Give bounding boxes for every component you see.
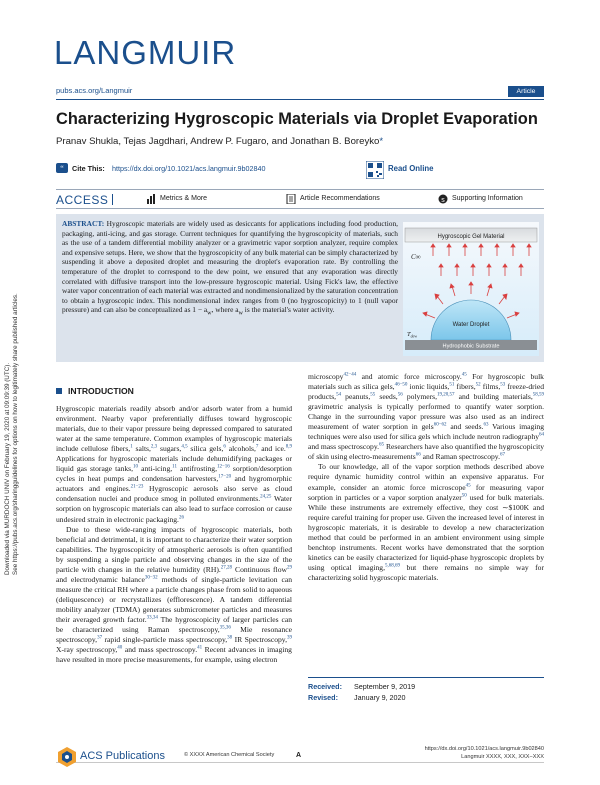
abstract-end: is the material's water activity.: [242, 305, 335, 315]
article-dates: [308, 682, 544, 704]
dates-divider: [308, 677, 544, 678]
header-divider: [56, 99, 544, 100]
cite-this-label: Cite This:: [72, 164, 105, 173]
right-column: [308, 372, 544, 583]
revised-date-row: [308, 693, 544, 704]
download-side-note: [4, 205, 38, 575]
footer-journal-citation: Langmuir XXXX, XXX, XXX−XXX: [461, 753, 544, 760]
author-list: [56, 136, 383, 147]
intro-paragraph-1: Hygroscopic materials readily absorb and/or adsorb water from a humid environment. Nearby vapor preferentially diffuses toward hygroscopic materials, due to their vapor pressure being depressed compared to saturated water at the same temperature. Common examples of hygroscopic materials include cellulose fibers,$^1$ salts,$^{2,3}$ sugars,$^{4,5}$ silica gels,$^6$ alcohols,$^7$ and ice.$^{8,9}$ Applications for hygroscopic materials include dehumidifying packages or liquid gas storage tanks,$^{10}$ anti-icing,$^{11}$ antifrosting,$^{12-16}$ sorption/desorption cycles in heat pumps and condensation harvesters,$^{17-20}$ and hygromorphic actuators and engines.$^{21-23}$ Hygroscopic aerosols also serve as cloud condensation nuclei and produce smog in polluted environments.$^{24,25}$ Water sorption on hygroscopic materials can also lead to surface corrosion or cause undesired strain in electronic packaging.$^{26}$: [56, 404, 293, 524]
abstract-body: Hygroscopic materials are widely used as desiccants for applications including food production, packaging, anti-icing, and gas storage. Current techniques for quantifying the hygroscopicity of materials, such as the use of a tandem differential mobility analyzer or a gravimetric vapor sorption analyzer, require complex and expensive setups. Here, we show that the hygroscopicity of any bulk material can be simply characterized by suspending it above a deposited droplet and measuring the droplet's evaporation rate. By controlling the temperature of the droplet to correspond to the dew point, we ensured that any evaporation was directly correlated with diffusive transport into the low-pressure hygroscopic material. Using Fick's law, the effective water vapor concentration of each material was extracted and nondimensionalized by the saturation concentration to obtain a hygroscopic index. This nondimensional index ranges from 0 (no hygroscopicity) to 1 (null vapor pressure) and can also be conceptualized as 1 − a: [62, 219, 398, 315]
metrics-more-link[interactable]: Metrics & More: [160, 195, 208, 202]
abstract-panel: [56, 214, 544, 362]
supporting-info-icon: [438, 194, 448, 204]
received-date: September 9, 2019: [354, 682, 416, 691]
supporting-information-link[interactable]: Supporting Information: [452, 195, 523, 202]
intro-paragraph-3: To our knowledge, all of the vapor sorption methods described above require dynamic humidity control within an expensive apparatus. For example, consider an atomic force microscope$^{45}$ for measuring vapor sorption in particles or a vapor sorption analyzer$^{50}$ used for bulk materials. While these instruments are extremely effective, they cost ∼$100K and require careful training for proper use. Given the increased level of interest in hygroscopic materials, it is desirable to develop a new characterization method that could be performed in an ambient environment using simple benchtop instruments. Recent works have demonstrated that the sorption kinetics can be easily characterized for liquid-phase hygroscopic droplets by using optical imaging,$^{5,68,69}$ but there remains no simple way for characterizing solid hygroscopic materials.: [308, 462, 544, 582]
document-icon: [286, 194, 296, 204]
received-date-row: [308, 682, 544, 693]
article-title: Characterizing Hygroscopic Materials via Droplet Evaporation: [56, 110, 538, 128]
access-label: ACCESS: [56, 193, 109, 207]
c-infinity-label: C∞: [411, 253, 421, 261]
received-label: Received:: [308, 682, 342, 691]
substrate-label: Hydrophobic Substrate: [442, 343, 500, 350]
intro-paragraph-2: Due to these wide-ranging impacts of hygroscopic materials, both beneficial and detrimental, it is important to characterize their water sorption capabilities. The hygroscopicity of atmospheric aerosols is often quantified by suspending a single particle and observing changes in the size of the particle with changes in the relative humidity (RH).$^{27,28}$ Continuous flow$^{29}$ and electrodynamic balance$^{30-32}$ methods of single-particle levitation can measure the critical RH where a particle changes phase from solid to aqueous (deliquescence) or recrystallizes (efflorescence). A tandem differential mobility analyzer (TDMA) generates submicrometer particles and measures their averaged growth factor.$^{33,34}$ The hygroscopicity of larger particles can be characterized using Raman spectroscopy,$^{35,36}$ Mie resonance spectroscopy,$^{37}$ rapid single-particle mass spectroscopy,$^{38}$ IR Spectroscopy,$^{39}$ X-ray spectroscopy,$^{40}$ and mass spectroscopy.$^{41}$ Recent advances in imaging have resulted in more precise measurements, for example, using electron: [56, 524, 292, 665]
read-online-link[interactable]: Read Online: [388, 164, 434, 173]
abstract-heading: ABSTRACT:: [62, 219, 105, 228]
author-names: Pranav Shukla, Tejas Jagdhari, Andrew P. Fugaro, and Jonathan B. Boreyko: [56, 136, 380, 147]
revised-label: Revised:: [308, 693, 338, 702]
citation-row: [56, 162, 544, 176]
droplet-label: Water Droplet: [452, 322, 490, 328]
access-bar: [56, 189, 544, 209]
download-note-line: Downloaded via MURDOCH UNIV on February 19, 2020 at 09:09:39 (UTC).: [4, 362, 11, 575]
corresponding-author-mark[interactable]: *: [379, 136, 384, 147]
page-number: A: [296, 752, 302, 759]
svg-text:“: “: [60, 164, 64, 173]
acs-hexagon-logo[interactable]: [56, 746, 78, 768]
footer-citation: [420, 746, 544, 761]
abstract-tail: , where a: [211, 305, 239, 315]
footer-doi-link[interactable]: https://dx.doi.org/10.1021/acs.langmuir.9b02840: [424, 746, 544, 752]
svg-text:s: s: [441, 197, 445, 204]
journal-logo[interactable]: LANGMUIR: [54, 34, 237, 71]
access-divider: [112, 194, 113, 205]
intro-paragraph-2-cont: microscopy$^{42-44}$ and atomic force microscopy.$^{45}$ For hygroscopic bulk materials such as silica gels,$^{46-50}$ ionic liquids,$^{51}$ fibers,$^{52}$ films,$^{53}$ freeze-dried products,$^{54}$ peanuts,$^{55}$ seeds,$^{56}$ polymers,$^{19,20,57}$ and building materials,$^{58,59}$ gravimetric analysis is typically performed to quantify water sorption. Change in the surrounding vapor pressure was also used as an indirect measurement of water sorption in gels$^{60-62}$ and seeds.$^{63}$ Various imaging techniques were also used for silica gels which include neutron radiography$^{64}$ and mass spectroscopy.$^{65}$ Researchers have also quantified the hygroscopicity of skin using electro-measurements$^{66}$ and Raman spectroscopy.$^{67}$: [308, 372, 545, 462]
left-column: [56, 404, 292, 665]
journal-url-link[interactable]: pubs.acs.org/Langmuir: [56, 86, 133, 95]
abstract-text: [62, 219, 398, 319]
article-type-badge: Article: [508, 86, 544, 97]
acs-publications-logo[interactable]: ACS Publications: [80, 750, 165, 762]
doi-link[interactable]: https://dx.doi.org/10.1021/acs.langmuir.9b02840: [112, 164, 266, 173]
introduction-heading: INTRODUCTION: [68, 386, 134, 396]
quote-icon: [56, 163, 68, 173]
section-bullet-icon: [56, 388, 62, 394]
footer-divider: [56, 762, 544, 763]
gel-label: Hygroscopic Gel Material: [437, 234, 505, 240]
copyright-notice: © XXXX American Chemical Society: [184, 752, 275, 758]
abstract-subscript-2: w: [238, 310, 243, 317]
revised-date: January 9, 2020: [354, 693, 406, 702]
sharing-note-line: See https://pubs.acs.org/sharingguidelines for options on how to legitimately share published articles.: [12, 293, 20, 575]
qr-code-icon[interactable]: [366, 161, 384, 179]
toc-graphic[interactable]: [403, 222, 539, 356]
t-dew-label: $T_{dew}$: [407, 331, 418, 339]
article-recommendations-link[interactable]: Article Recommendations: [300, 195, 380, 202]
abstract-subscript: w: [207, 310, 212, 317]
bar-chart-icon: [146, 194, 156, 204]
